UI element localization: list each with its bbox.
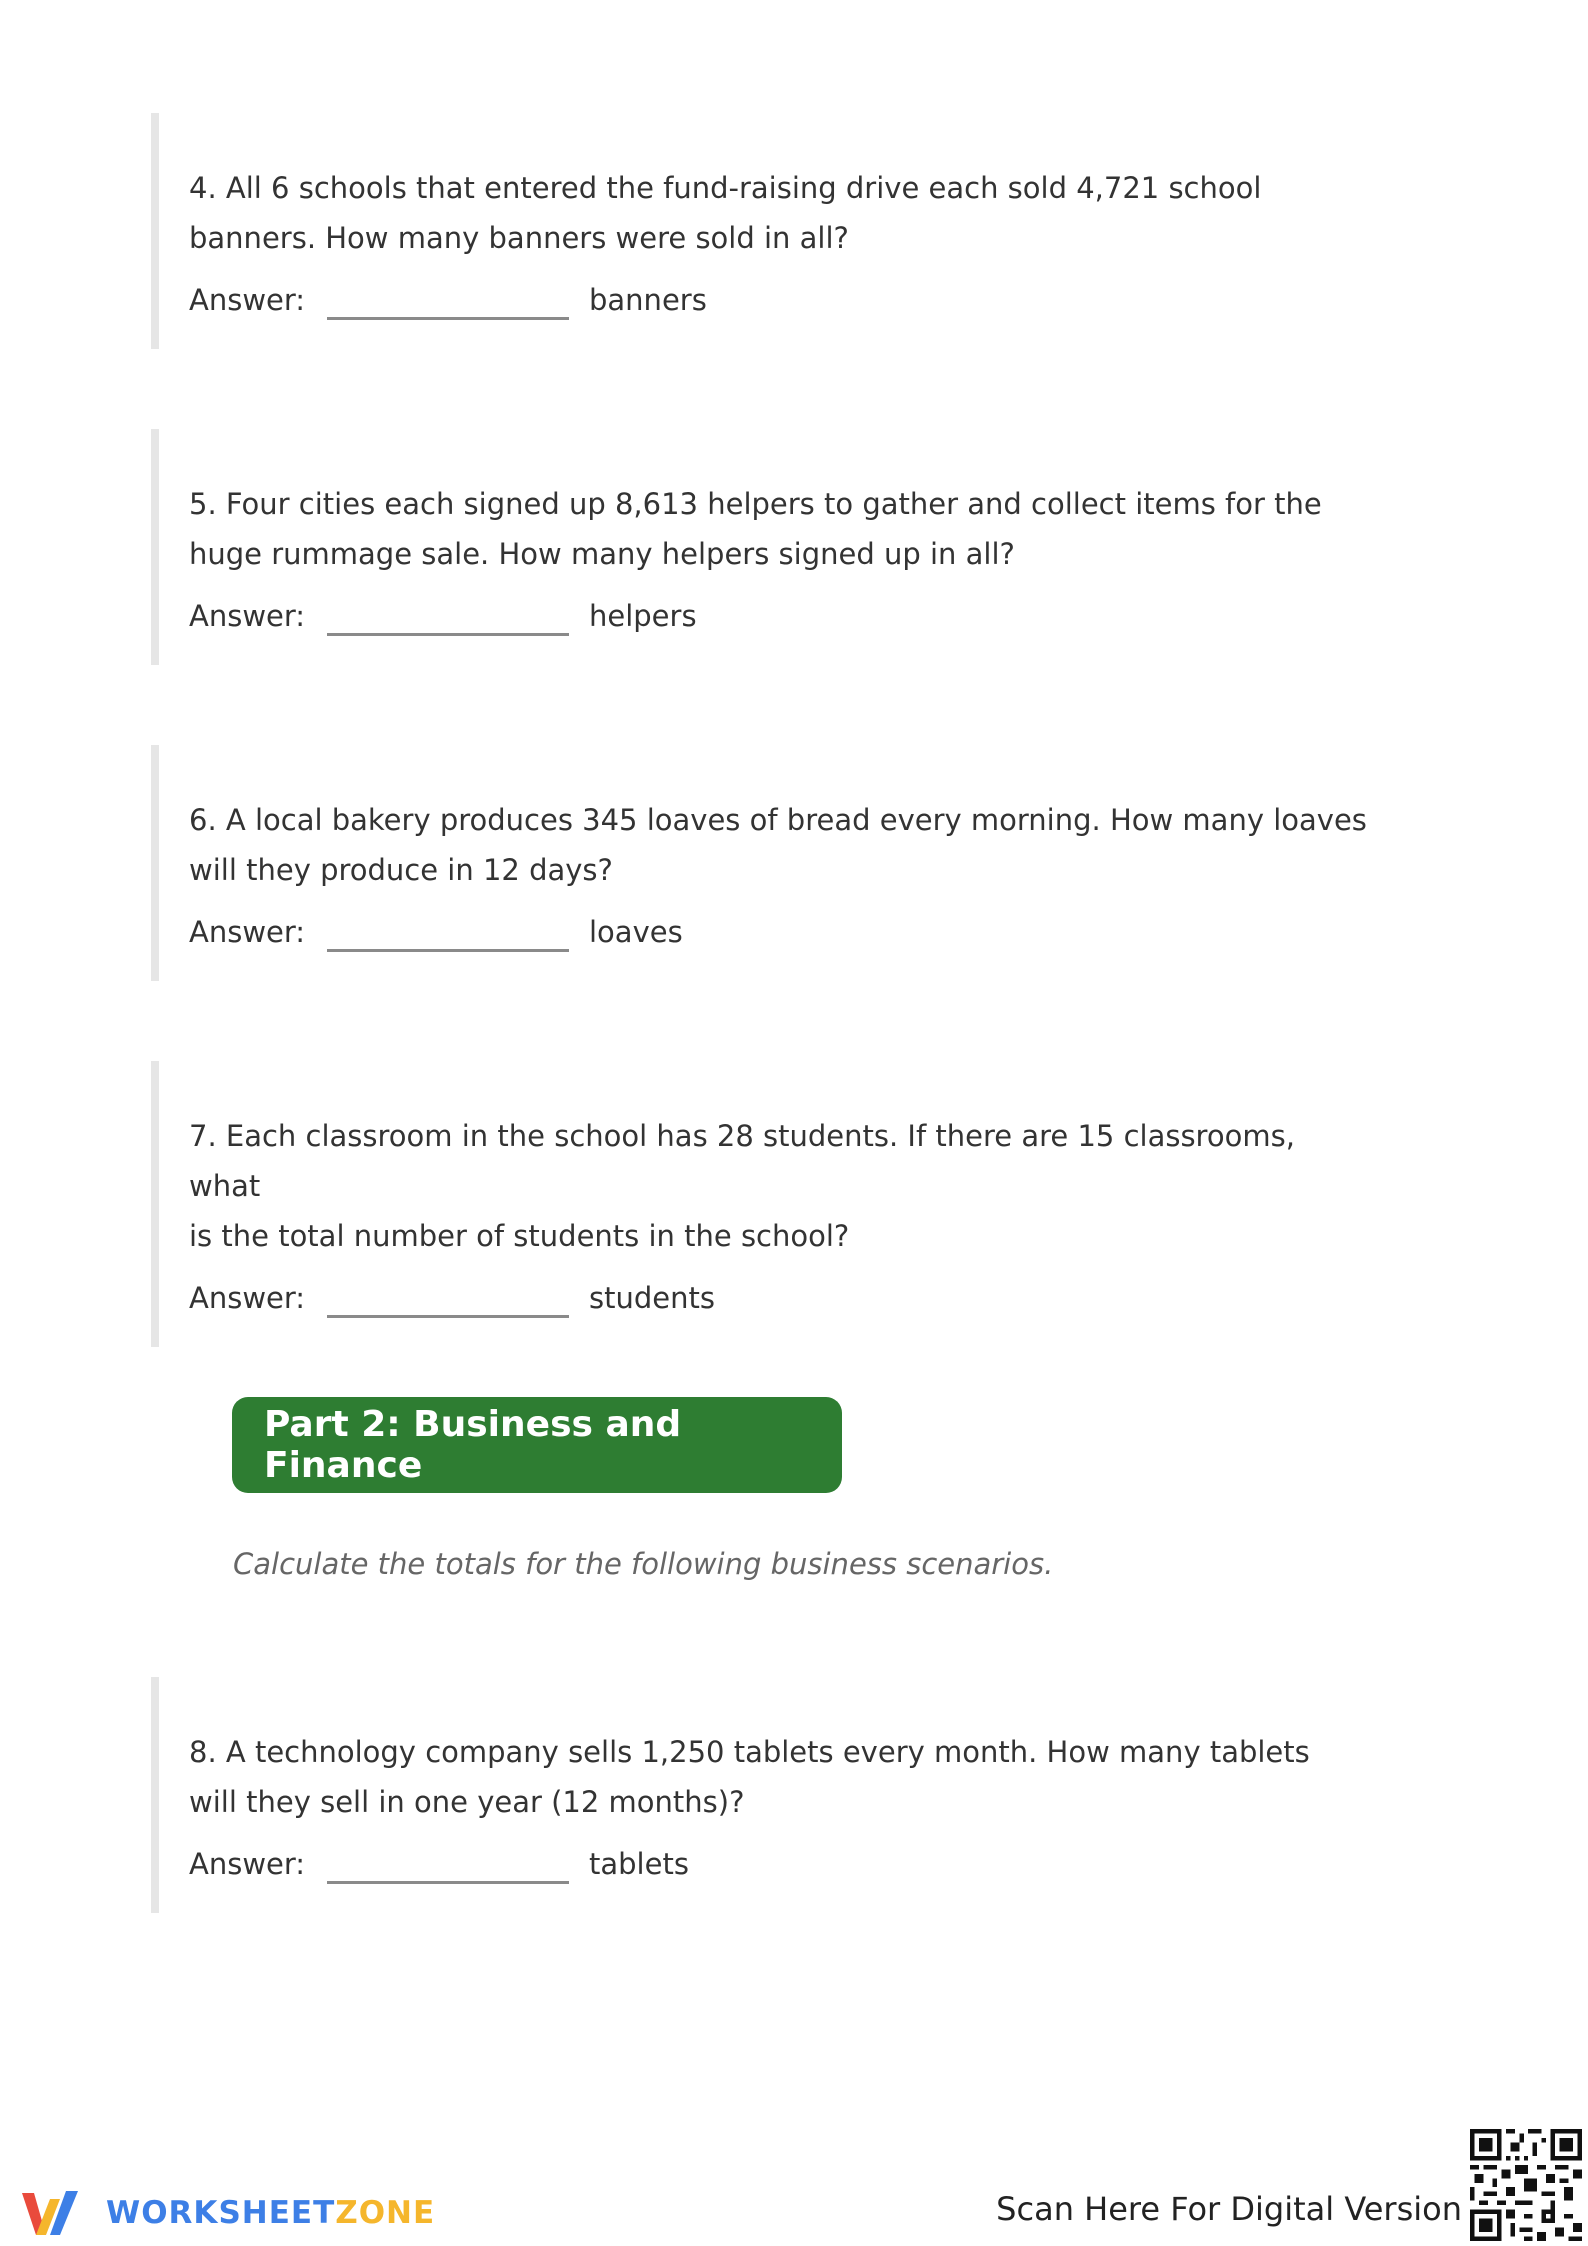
question-text: 7. Each classroom in the school has 28 students. If there are 15 classrooms, what is the total number of students in the school? (189, 1119, 1295, 1253)
part-2-instruction: Calculate the totals for the following business scenarios. (233, 1547, 1054, 1581)
question-8 (151, 1677, 1371, 1913)
qr-code-icon[interactable] (1470, 2129, 1582, 2241)
answer-row (189, 277, 1371, 349)
answer-blank[interactable] (327, 633, 569, 636)
question-text: 5. Four cities each signed up 8,613 helpers to gather and collect items for the huge rummage sale. How many helpers signed up in all? (189, 487, 1322, 571)
question-text: 6. A local bakery produces 345 loaves of bread every morning. How many loaves will they produce in 12 days? (189, 803, 1367, 887)
scan-instruction: Scan Here For Digital Version (996, 2190, 1462, 2228)
answer-unit: students (589, 1281, 715, 1315)
answer-unit: helpers (589, 599, 697, 633)
answer-label: Answer: (189, 915, 306, 949)
question-text: 8. A technology company sells 1,250 tablets every month. How many tablets will they sell in one year (12 months)? (189, 1735, 1310, 1819)
answer-unit: banners (589, 283, 707, 317)
answer-label: Answer: (189, 599, 306, 633)
answer-unit: loaves (589, 915, 683, 949)
answer-row (189, 1841, 1371, 1913)
question-5 (151, 429, 1371, 665)
answer-blank[interactable] (327, 949, 569, 952)
question-7 (151, 1061, 1371, 1347)
answer-label: Answer: (189, 1281, 306, 1315)
question-6 (151, 745, 1371, 981)
answer-row (189, 1275, 1371, 1347)
part-2-title: Part 2: Business and Finance (264, 1404, 682, 1486)
logo-text: WORKSHEETZONE (106, 2195, 436, 2231)
answer-row (189, 593, 1371, 665)
part-2-header (232, 1397, 842, 1493)
answer-label: Answer: (189, 283, 306, 317)
answer-unit: tablets (589, 1847, 689, 1881)
question-text: 4. All 6 schools that entered the fund-raising drive each sold 4,721 school banners. How many banners were sold in all? (189, 171, 1262, 255)
worksheetzone-logo[interactable] (20, 2183, 435, 2243)
answer-blank[interactable] (327, 1315, 569, 1318)
answer-blank[interactable] (327, 317, 569, 320)
answer-row (189, 909, 1371, 981)
question-4 (151, 113, 1371, 349)
answer-label: Answer: (189, 1847, 306, 1881)
worksheetzone-logo-icon (20, 2185, 96, 2241)
answer-blank[interactable] (327, 1881, 569, 1884)
